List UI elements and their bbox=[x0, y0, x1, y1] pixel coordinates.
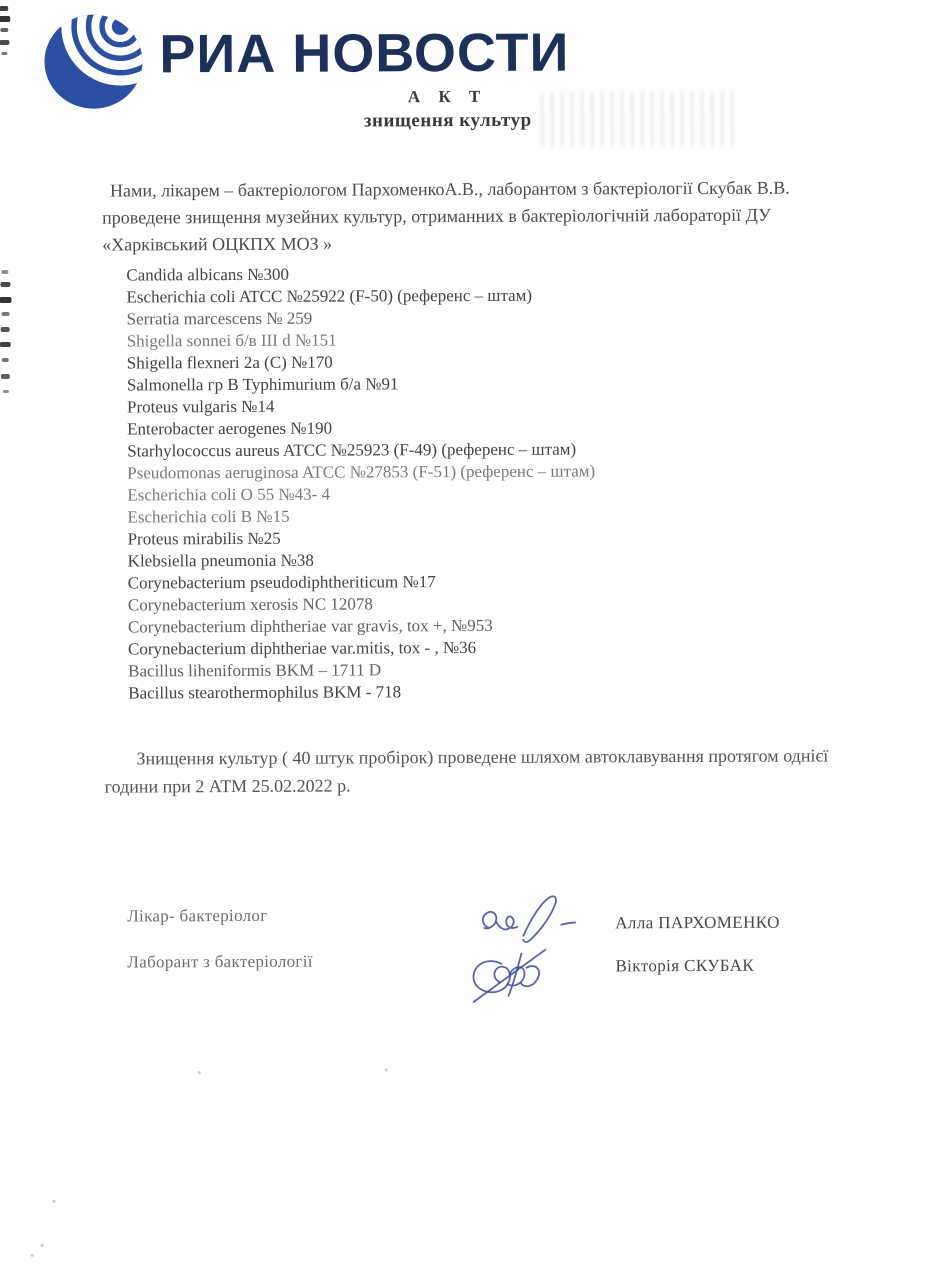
intro-paragraph: Нами, лікарем – бактеріологом ПархоменкоА.В., лаборантом з бактеріології Скубак В.В. проведене знищення музейних культур, отриманних в бактеріологічній лабораторії ДУ «Харківський ОЦКПХ МОЗ » bbox=[102, 177, 790, 255]
document-subtitle: знищення культур bbox=[363, 109, 532, 132]
scan-speck bbox=[385, 1068, 388, 1071]
scan-speck bbox=[198, 1071, 201, 1074]
culture-item: Klebsiella pneumonia №38 bbox=[127, 550, 314, 571]
culture-item: Corynebacterium diphtheriae var.mitis, tox - , №36 bbox=[127, 637, 477, 659]
brand-name: РИА НОВОСТИ bbox=[159, 22, 570, 85]
document-title: А К Т bbox=[407, 86, 488, 107]
scan-speck bbox=[41, 1244, 44, 1247]
scan-edge-artifacts bbox=[0, 2, 19, 442]
culture-item: Proteus mirabilis №25 bbox=[127, 528, 281, 549]
culture-item: Escherichia coli O 55 №43- 4 bbox=[127, 484, 331, 505]
culture-item: Corynebacterium xerosis NC 12078 bbox=[127, 594, 373, 615]
culture-item: Pseudomonas aeruginosa ATCC №27853 (F-51) (референс – штам) bbox=[127, 461, 596, 483]
culture-item: Escherichia coli ATCC №25922 (F-50) (референс – штам) bbox=[126, 285, 533, 307]
culture-item: Enterobacter aerogenes №190 bbox=[127, 418, 333, 439]
culture-list bbox=[126, 262, 768, 705]
signatory-name: Алла ПАРХОМЕНКО bbox=[615, 912, 780, 933]
culture-item: Corynebacterium diphtheriae var gravis, tox +, №953 bbox=[127, 615, 493, 637]
culture-item: Salmonella гр B Typhimurium б/а №91 bbox=[126, 374, 399, 395]
culture-item: Shigella sonnei б/в III d №151 bbox=[126, 330, 337, 351]
culture-item: Serratia marcescens № 259 bbox=[126, 308, 313, 329]
scan-speck bbox=[31, 1254, 34, 1257]
culture-item: Corynebacterium pseudodiphtheriticum №17 bbox=[127, 572, 436, 593]
scan-speck bbox=[52, 1200, 55, 1203]
signature-role-doctor: Лікар- бактеріолог bbox=[127, 905, 268, 926]
conclusion-paragraph: Знищення культур ( 40 штук пробірок) проведене шляхом автоклавування протягом однієї години при 2 АТМ 25.02.2022 р. bbox=[104, 745, 829, 797]
culture-item: Bacillus stearothermophilus BKM - 718 bbox=[128, 682, 402, 703]
erased-stamp-smudge bbox=[541, 91, 741, 148]
culture-item: Proteus vulgaris №14 bbox=[126, 396, 275, 417]
culture-item: Shigella flexneri 2a (C) №170 bbox=[126, 352, 333, 373]
signatory-name: Вікторія СКУБАК bbox=[615, 955, 755, 976]
handwritten-signature-icon bbox=[459, 937, 584, 1008]
culture-item: Starhylococcus aureus ATCC №25923 (F-49) (референс – штам) bbox=[127, 439, 577, 461]
culture-item: Candida albicans №300 bbox=[126, 264, 290, 285]
signature-role-laborant: Лаборант з бактеріології bbox=[127, 951, 313, 972]
culture-item: Bacillus liheniformis BKM – 1711 D bbox=[128, 660, 382, 681]
culture-item: Escherichia coli B №15 bbox=[127, 506, 290, 527]
ria-globe-icon bbox=[43, 13, 143, 109]
